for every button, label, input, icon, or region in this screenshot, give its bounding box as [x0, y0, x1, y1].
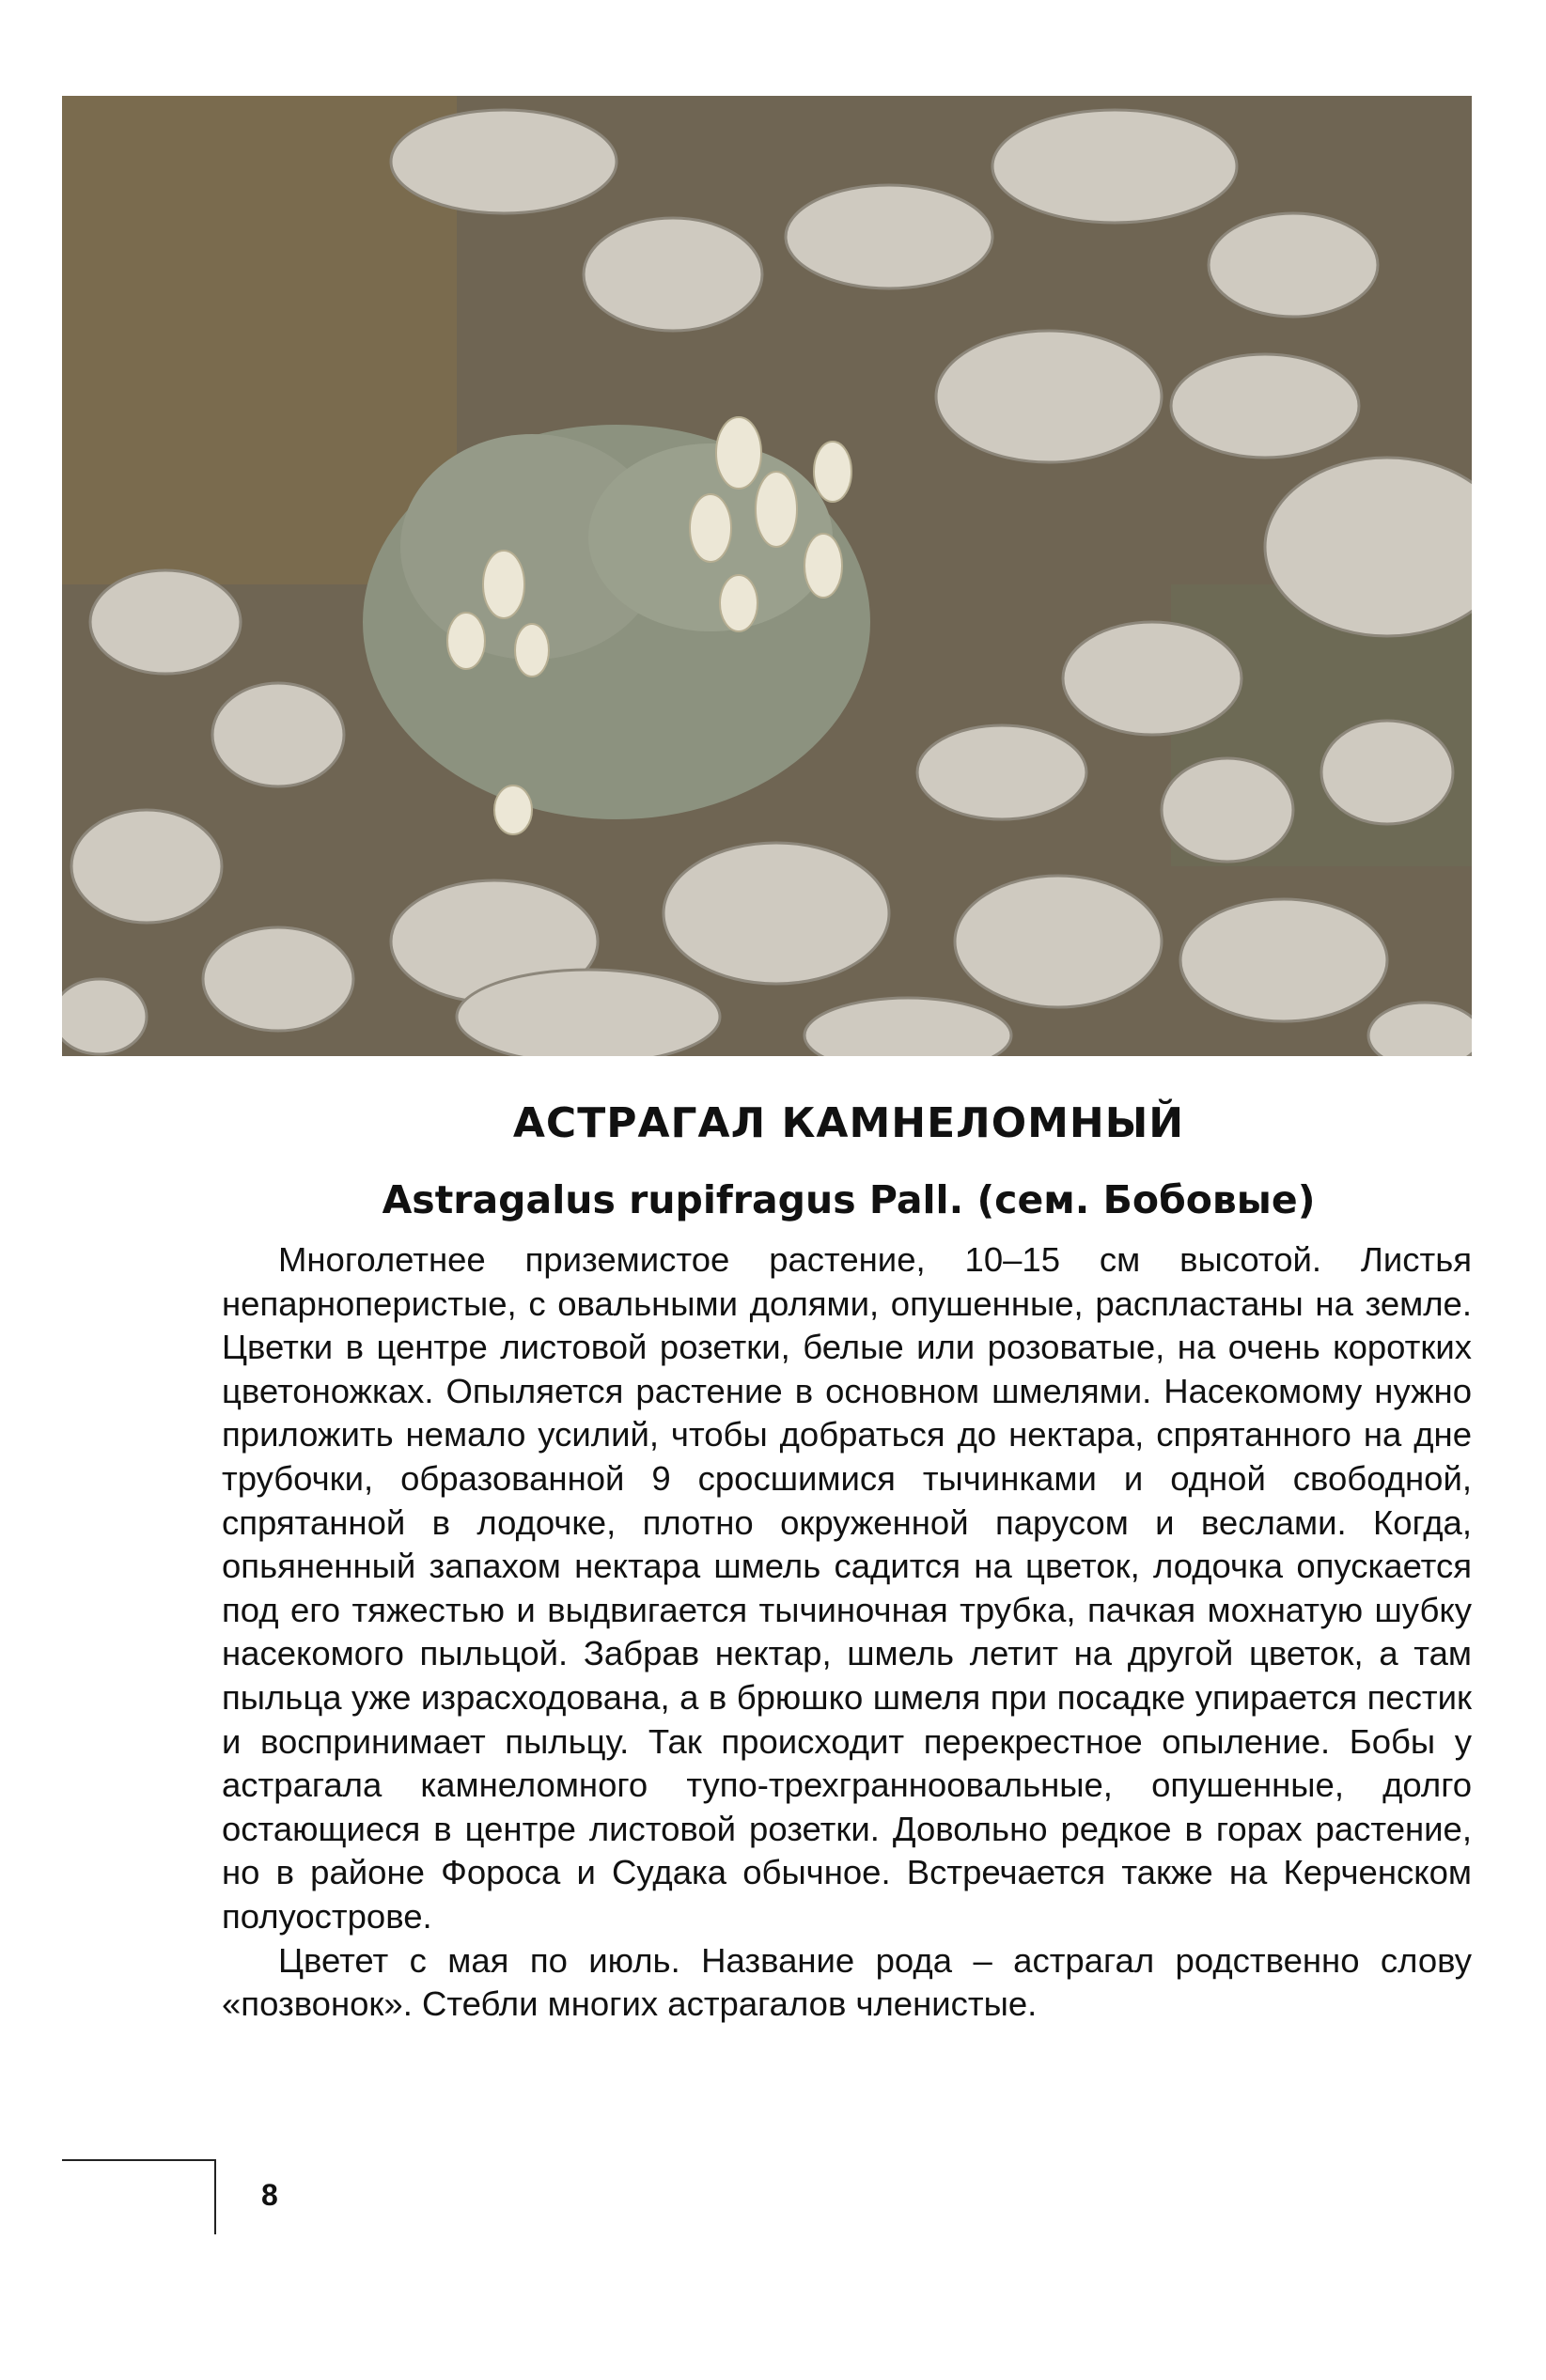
plant-photo-illustration [62, 96, 1472, 1056]
description-paragraph: Многолетнее приземистое растение, 10–15 см высотой. Листья непарноперистые, с овальными долями, опушенные, распластаны на земле. Цветки в центре листовой розетки, белые или розоватые, на очень коротких цветоножках. Опыляется растение в основном шмелями. Насекомому нужно приложить немало усилий, чтобы добраться до нектара, спрятанного на дне трубочки, образованной 9 сросшимися тычинками и одной свободной, спрятанной в лодочке, плотно окруженной парусом и веслами. Когда, опьяненный запахом нектара шмель садится на цветок, лодочка опускается под его тяжестью и выдвигается тычиночная трубка, пачкая мохнатую шубку насекомого пыльцой. Забрав нектар, шмель летит на другой цветок, а там пыльца уже израсходована, а в брюшко шмеля при посадке упирается пестик и воспринимает пыльцу. Так происходит перекрестное опыление. Бобы у астрагала камнеломного тупо-трехгранноовальные, опушенные, долго остающиеся в центре листовой розетки. Довольно редкое в горах растение, но в районе Фороса и Судака обычное. Встречается также на Керченском полуострове. [222, 1240, 1472, 1936]
footer-rule-vertical [214, 2159, 216, 2234]
species-title: АСТРАГАЛ КАМНЕЛОМНЫЙ [512, 1099, 1185, 1147]
species-latin-name: Astragalus rupifragus Pall. (сем. Бобовые) [382, 1177, 1316, 1222]
footer-rule [62, 2159, 216, 2161]
page-number: 8 [261, 2178, 278, 2212]
description-paragraph: Цветет с мая по июль. Название рода – астрагал родственно слову «позвонок». Стебли многих астрагалов членистые. [222, 1940, 1472, 2024]
plant-photo [62, 96, 1472, 1056]
description [222, 1238, 1472, 2027]
